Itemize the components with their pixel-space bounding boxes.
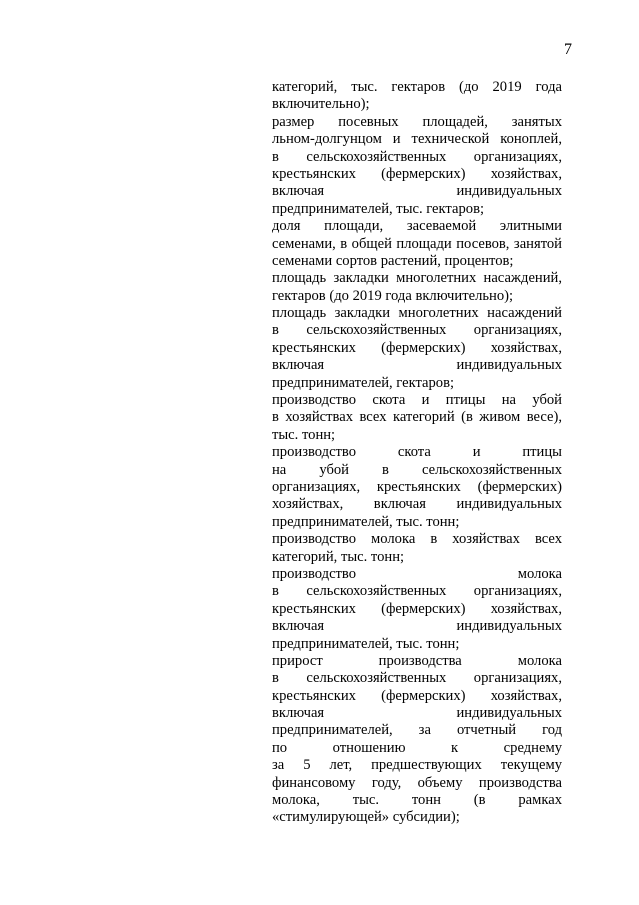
text-line: хозяйствах, включая индивидуальных xyxy=(272,496,562,513)
text-line: в сельскохозяйственных организациях, xyxy=(272,148,562,165)
text-line: площадь закладки многолетних насаждений, xyxy=(272,270,562,287)
text-line: предпринимателей, тыс. гектаров; xyxy=(272,200,485,217)
text-line: крестьянских (фермерских) хозяйствах, xyxy=(272,165,562,182)
document-text-column xyxy=(272,79,562,827)
text-line: семенами, в общей площади посевов, занятой xyxy=(272,235,562,252)
text-line: гектаров (до 2019 года включительно); xyxy=(272,287,514,304)
text-line: тыс. тонн; xyxy=(272,426,336,443)
text-line: включительно); xyxy=(272,96,370,113)
text-line: включая индивидуальных xyxy=(272,618,562,635)
text-line: размер посевных площадей, занятых xyxy=(272,113,562,130)
text-line: молока, тыс. тонн (в рамках xyxy=(272,792,562,809)
text-line: категорий, тыс. гектаров (до 2019 года xyxy=(272,79,562,95)
text-line: в хозяйствах всех категорий (в живом весе), xyxy=(272,409,562,426)
text-line: производство молока в хозяйствах всех xyxy=(272,531,562,548)
text-line: за 5 лет, предшествующих текущему xyxy=(272,757,562,774)
text-line: финансовому году, объему производства xyxy=(272,774,562,791)
text-line: в сельскохозяйственных организациях, xyxy=(272,322,562,339)
text-line: категорий, тыс. тонн; xyxy=(272,548,405,565)
text-line: семенами сортов растений, процентов; xyxy=(272,252,514,269)
text-line: «стимулирующей» субсидии); xyxy=(272,809,460,826)
text-line: доля площади, засеваемой элитными xyxy=(272,218,562,235)
text-line: организациях, крестьянских (фермерских) xyxy=(272,478,562,495)
text-line: в сельскохозяйственных организациях, xyxy=(272,583,562,600)
text-line: включая индивидуальных xyxy=(272,705,562,722)
text-line: предпринимателей, тыс. тонн; xyxy=(272,635,460,652)
text-line: предпринимателей, за отчетный год xyxy=(272,722,562,739)
page-number: 7 xyxy=(564,41,572,58)
text-line: льном-долгунцом и технической коноплей, xyxy=(272,131,562,148)
text-line: производство молока xyxy=(272,565,562,582)
text-line: предпринимателей, гектаров; xyxy=(272,374,455,391)
text-line: в сельскохозяйственных организациях, xyxy=(272,670,562,687)
text-line: площадь закладки многолетних насаждений xyxy=(272,305,562,322)
text-line: крестьянских (фермерских) хозяйствах, xyxy=(272,339,562,356)
text-line: предпринимателей, тыс. тонн; xyxy=(272,513,460,530)
text-line: крестьянских (фермерских) хозяйствах, xyxy=(272,600,562,617)
text-line: производство скота и птицы на убой xyxy=(272,392,562,409)
text-line: включая индивидуальных xyxy=(272,183,562,200)
text-line: включая индивидуальных xyxy=(272,357,562,374)
text-line: по отношению к среднему xyxy=(272,739,562,756)
text-line: производство скота и птицы xyxy=(272,444,562,461)
text-line: крестьянских (фермерских) хозяйствах, xyxy=(272,687,562,704)
text-line: на убой в сельскохозяйственных xyxy=(272,461,562,478)
text-line: прирост производства молока xyxy=(272,652,562,669)
